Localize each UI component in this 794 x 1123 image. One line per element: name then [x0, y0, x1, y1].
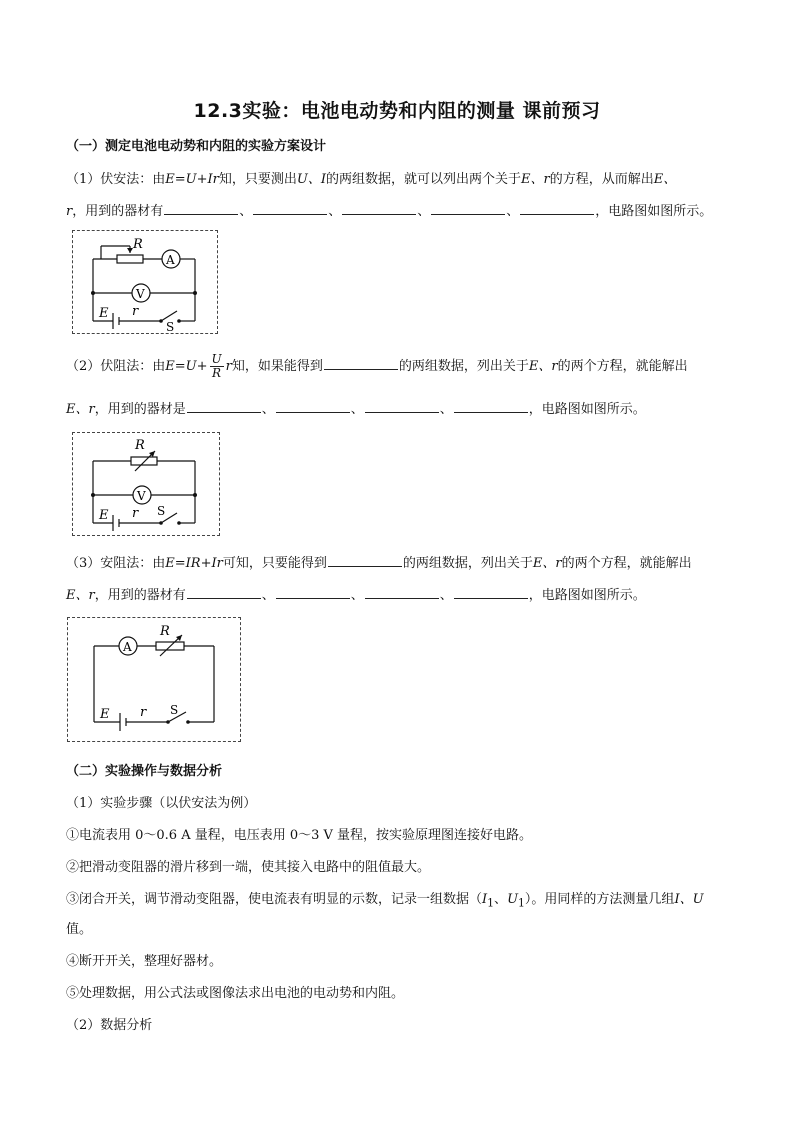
- resistor-label: R: [133, 237, 143, 252]
- fill-blank[interactable]: [520, 201, 594, 215]
- circuit-diagram-volt-resistance: [72, 432, 220, 536]
- page-title: 12.3实验：电池电动势和内阻的测量 课前预习: [193, 100, 601, 122]
- internal-resistance-label: r: [140, 705, 147, 720]
- step-3-cont: 值。: [66, 922, 93, 937]
- fill-blank[interactable]: [454, 399, 528, 413]
- internal-resistance-label: r: [132, 304, 139, 319]
- internal-resistance-label: r: [132, 506, 139, 521]
- fill-blank[interactable]: [365, 585, 439, 599]
- section2-heading: （二）实验操作与数据分析: [66, 764, 223, 779]
- section2-sub2: （2）数据分析: [66, 1018, 153, 1033]
- method3-line1: （3）安阻法：由E=IR+Ir可知，只要能得到 的两组数据，列出关于E、r的两个方程，就能解出: [66, 552, 692, 571]
- ammeter-label: A: [123, 640, 132, 654]
- circuit-diagram-ampere-resistance: [67, 617, 241, 742]
- step-1: ①电流表用 0～0.6 A 量程，电压表用 0～3 V 量程，按实验原理图连接好电路。: [66, 828, 533, 843]
- method2-line2: E、r，用到的器材是 、 、 、 ，电路图如图所示。: [66, 398, 646, 417]
- method3-line2: E、r，用到的器材有 、 、 、 ，电路图如图所示。: [66, 584, 646, 603]
- emf-label: E: [99, 306, 109, 321]
- emf-label: E: [100, 707, 110, 722]
- resistor-label: R: [160, 624, 170, 639]
- section2-sub1: （1）实验步骤（以伏安法为例）: [66, 796, 257, 811]
- step-3: ③闭合开关，调节滑动变阻器，使电流表有明显的示数，记录一组数据（$I_1$、$U_1$）。用同样的方法测量几组I、U: [66, 892, 704, 910]
- switch-label: S: [157, 504, 166, 518]
- fill-blank[interactable]: [187, 585, 261, 599]
- fill-blank[interactable]: [324, 356, 398, 370]
- fill-blank[interactable]: [431, 201, 505, 215]
- fill-blank[interactable]: [328, 553, 402, 567]
- switch-label: S: [166, 320, 175, 333]
- emf-label: E: [99, 508, 109, 523]
- circuit-diagram-voltammeter: [72, 230, 218, 334]
- voltmeter-label: V: [137, 489, 146, 503]
- fill-blank[interactable]: [365, 399, 439, 413]
- fill-blank[interactable]: [276, 585, 350, 599]
- voltmeter-label: V: [136, 287, 145, 301]
- switch-label: S: [170, 703, 179, 717]
- step-4: ④断开开关，整理好器材。: [66, 954, 223, 969]
- ammeter-label: A: [166, 253, 175, 267]
- step-2: ②把滑动变阻器的滑片移到一端，使其接入电路中的阻值最大。: [66, 860, 431, 875]
- section1-heading: （一）测定电池电动势和内阻的实验方案设计: [66, 139, 327, 154]
- method1-line2: r，用到的器材有 、 、 、 、 ，电路图如图所示。: [66, 200, 712, 219]
- fill-blank[interactable]: [164, 201, 238, 215]
- fill-blank[interactable]: [342, 201, 416, 215]
- fill-blank[interactable]: [253, 201, 327, 215]
- fill-blank[interactable]: [276, 399, 350, 413]
- method2-line1: （2）伏阻法：由E=U+ $\frac{U}{R}$ r知，如果能得到 的两组数据，列出关于E、r的两个方程，就能解出: [66, 352, 688, 380]
- method1-line1: （1）伏安法：由E=U+Ir知，只要测出U、I的两组数据，就可以列出两个关于E、r的方程，从而解出E、: [66, 172, 677, 187]
- step-5: ⑤处理数据，用公式法或图像法求出电池的电动势和内阻。: [66, 986, 405, 1001]
- fraction-u-over-r: $\frac{U}{R}$: [211, 352, 222, 380]
- fill-blank[interactable]: [454, 585, 528, 599]
- fill-blank[interactable]: [187, 399, 261, 413]
- resistor-label: R: [135, 438, 145, 453]
